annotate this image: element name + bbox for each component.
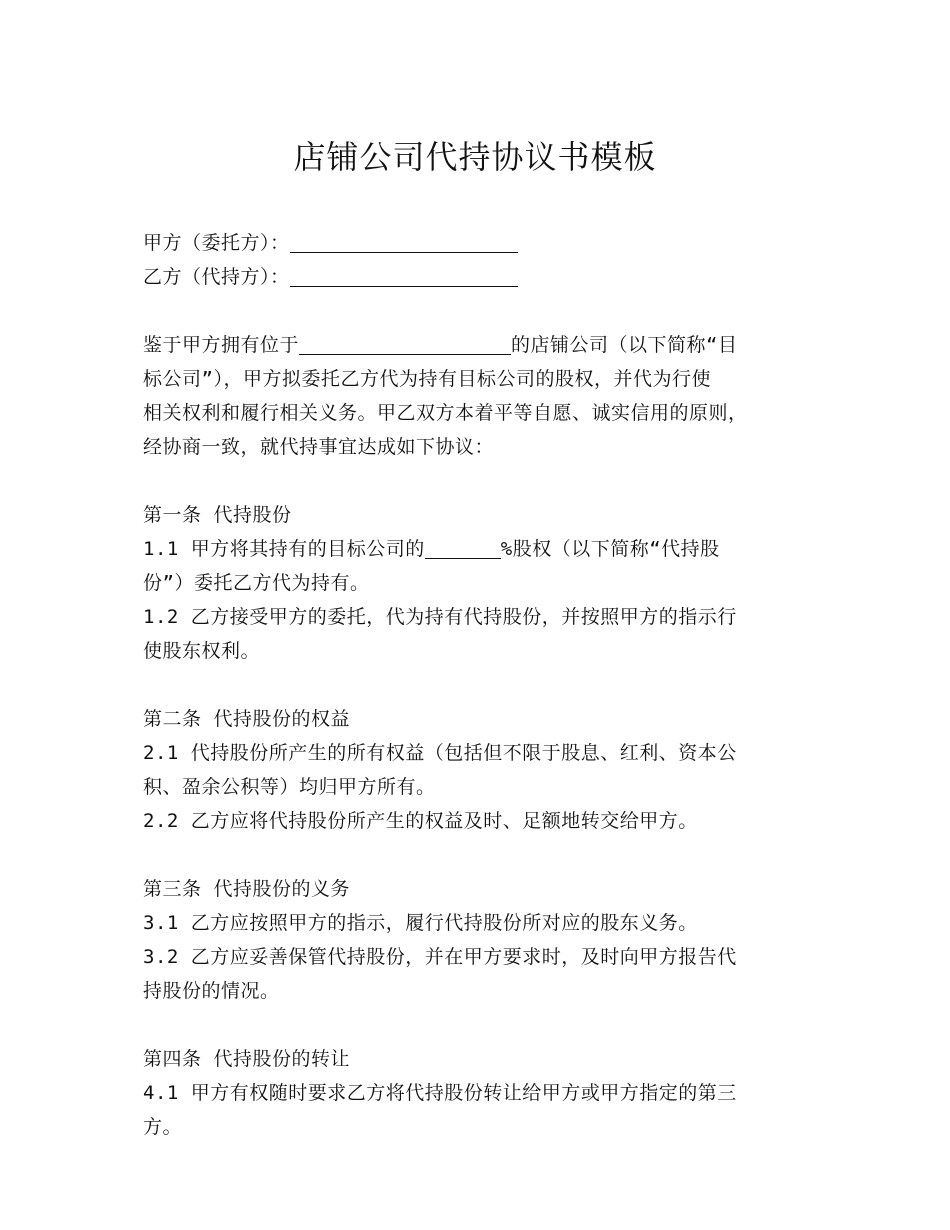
party-a-blank	[290, 230, 518, 253]
preamble-line: 经协商一致，就代持事宜达成如下协议：	[143, 436, 495, 458]
preamble-line: 相关权利和履行相关义务。甲乙双方本着平等自愿、诚实信用的原则，	[143, 402, 748, 424]
percent-blank	[425, 536, 501, 559]
clause-line: 3.1 乙方应按照甲方的指示，履行代持股份所对应的股东义务。	[143, 912, 698, 934]
clause-text: %股权（以下简称“代持股	[500, 538, 720, 560]
document-title: 店铺公司代持协议书模板	[293, 138, 657, 176]
document-body	[143, 226, 833, 1144]
clause-text: 1.1 甲方将其持有的目标公司的	[143, 538, 425, 560]
party-a-label: 甲方（委托方）：	[143, 232, 290, 254]
article-heading: 第二条 代持股份的权益	[143, 708, 350, 730]
clause-line: 3.2 乙方应妥善保管代持股份，并在甲方要求时，及时向甲方报告代	[143, 946, 737, 968]
spacer	[143, 668, 833, 702]
article-heading: 第四条 代持股份的转让	[143, 1048, 350, 1070]
clause-line: 1.2 乙方接受甲方的委托，代为持有代持股份，并按照甲方的指示行	[143, 606, 737, 628]
article-heading: 第三条 代持股份的义务	[143, 878, 350, 900]
clause-line: 方。	[143, 1116, 183, 1138]
preamble-text: 鉴于甲方拥有位于	[143, 334, 300, 356]
spacer	[143, 838, 833, 872]
clause-line: 2.1 代持股份所产生的所有权益（包括但不限于股息、红利、资本公	[143, 742, 737, 764]
party-b-blank	[290, 264, 518, 287]
article-heading: 第一条 代持股份	[143, 504, 292, 526]
clause-line: 2.2 乙方应将代持股份所产生的权益及时、足额地转交给甲方。	[143, 810, 698, 832]
spacer	[143, 464, 833, 498]
spacer	[143, 294, 833, 328]
preamble-line: 标公司”），甲方拟委托乙方代为持有目标公司的股权，并代为行使	[143, 368, 711, 390]
clause-line: 份”）委托乙方代为持有。	[143, 572, 370, 594]
clause-line: 使股东权利。	[143, 640, 261, 662]
spacer	[143, 1008, 833, 1042]
clause-line: 积、盈余公积等）均归甲方所有。	[143, 776, 436, 798]
clause-line	[143, 532, 833, 566]
party-b-line	[143, 260, 833, 294]
clause-line: 持股份的情况。	[143, 980, 280, 1002]
party-b-label: 乙方（代持方）：	[143, 266, 290, 288]
location-blank	[299, 332, 511, 355]
preamble-text: 的店铺公司（以下简称“目	[511, 334, 738, 356]
party-a-line	[143, 226, 833, 260]
clause-line: 4.1 甲方有权随时要求乙方将代持股份转让给甲方或甲方指定的第三	[143, 1082, 737, 1104]
preamble-line	[143, 328, 833, 362]
